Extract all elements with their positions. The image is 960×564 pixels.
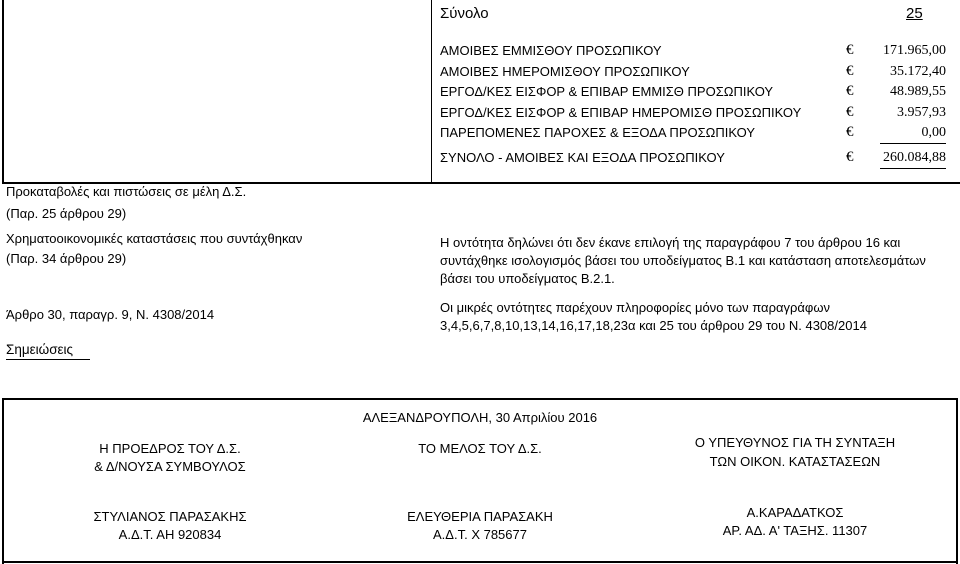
signer1-id: Α.Δ.Τ. ΑΗ 920834 xyxy=(118,527,222,542)
signer3-title-line1: Ο ΥΠΕΥΘΥΝΟΣ ΓΙΑ ΤΗ ΣΥΝΤΑΞΗ xyxy=(694,435,896,450)
notes-heading: Σημειώσεις xyxy=(6,342,74,357)
cost-row-label: ΠΑΡΕΠΟΜΕΝΕΣ ΠΑΡΟΧΕΣ & ΕΞΟΔΑ ΠΡΟΣΩΠΙΚΟΥ xyxy=(440,125,755,140)
euro-icon: € xyxy=(846,83,854,99)
subtotal-underline xyxy=(880,143,946,144)
euro-icon: € xyxy=(846,42,854,58)
cost-row-value: 35.172,40 xyxy=(890,63,946,79)
signer1-name: ΣΤΥΛΙΑΝΟΣ ΠΑΡΑΣΑΚΗΣ xyxy=(93,509,247,524)
par25-label: (Παρ. 25 άρθρου 29) xyxy=(6,206,127,221)
total-label: Σύνολο xyxy=(440,5,489,22)
euro-icon: € xyxy=(846,124,854,140)
euro-icon: € xyxy=(846,103,854,120)
notes-underline xyxy=(6,359,90,360)
cost-row-value: 260.084,88 xyxy=(883,149,946,165)
signer3-title-line2: ΤΩΝ ΟΙΚΟΝ. ΚΑΤΑΣΤΑΣΕΩΝ xyxy=(709,454,881,469)
vertical-divider xyxy=(431,0,432,183)
prokatavoles-label: Προκαταβολές και πιστώσεις σε μέλη Δ.Σ. xyxy=(6,184,247,199)
euro-icon: € xyxy=(846,148,854,165)
cost-row-label: ΕΡΓΟΔ/ΚΕΣ ΕΙΣΦΟΡ & ΕΠΙΒΑΡ ΕΜΜΙΣΘ ΠΡΟΣΩΠΙΚΟΥ xyxy=(440,84,774,99)
signature-box-bottom xyxy=(2,561,958,563)
signature-box-top xyxy=(2,398,958,400)
signer2-id: Α.Δ.Τ. Χ 785677 xyxy=(433,527,527,542)
total-value: 25 xyxy=(906,5,923,22)
cost-row-value: 48.989,55 xyxy=(890,84,946,99)
signer1-title-line2: & Δ/ΝΟΥΣΑ ΣΥΜΒΟΥΛΟΣ xyxy=(94,459,246,474)
signer1-title-line1: Η ΠΡΟΕΔΡΟΣ ΤΟΥ Δ.Σ. xyxy=(99,441,241,456)
article30-label: Άρθρο 30, παραγρ. 9, Ν. 4308/2014 xyxy=(6,307,215,322)
signer3-name: Α.ΚΑΡΑΔΑΤΚΟΣ xyxy=(746,505,844,520)
outer-left-border xyxy=(2,0,4,183)
financial-statements-label: Χρηματοοικονομικές καταστάσεις που συντάχθηκαν xyxy=(6,231,303,246)
euro-icon: € xyxy=(846,62,854,79)
signature-box-right xyxy=(956,398,958,564)
total-underline xyxy=(880,168,946,169)
statement-text: Η οντότητα δηλώνει ότι δεν έκανε επιλογή της παραγράφου 7 του άρθρου 16 και συντάχθηκε ισολογισμός βάσει του υποδείγματος Β.1 και κατάσταση αποτελεσμάτων βάσει του υποδείγματος Β.2.1. xyxy=(440,235,926,286)
cost-row-value: 0,00 xyxy=(921,125,946,140)
cost-row-label: ΕΡΓΟΔ/ΚΕΣ ΕΙΣΦΟΡ & ΕΠΙΒΑΡ ΗΜΕΡΟΜΙΣΘ ΠΡΟΣΩΠΙΚΟΥ xyxy=(440,104,802,120)
small-entities-line2: 3,4,5,6,7,8,10,13,14,16,17,18,23α και 25 του άρθρου 29 του Ν. 4308/2014 xyxy=(440,318,867,333)
cost-row-value: 3.957,93 xyxy=(897,104,946,120)
signer2-name: ΕΛΕΥΘΕΡΙΑ ΠΑΡΑΣΑΚΗ xyxy=(407,509,553,524)
cost-row-value: 171.965,00 xyxy=(883,43,946,58)
cost-row-label: ΑΜΟΙΒΕΣ ΕΜΜΙΣΘΟΥ ΠΡΟΣΩΠΙΚΟΥ xyxy=(440,43,662,58)
cost-row-label: ΑΜΟΙΒΕΣ ΗΜΕΡΟΜΙΣΘΟΥ ΠΡΟΣΩΠΙΚΟΥ xyxy=(440,63,690,79)
place-date: ΑΛΕΞΑΝΔΡΟΥΠΟΛΗ, 30 Απριλίου 2016 xyxy=(362,410,598,425)
signer3-id: ΑΡ. ΑΔ. Α' ΤΑΞΗΣ. 11307 xyxy=(722,523,868,538)
par34-label: (Παρ. 34 άρθρου 29) xyxy=(6,251,127,266)
signer2-title: ΤΟ ΜΕΛΟΣ ΤΟΥ Δ.Σ. xyxy=(418,441,542,456)
small-entities-line1: Οι μικρές οντότητες παρέχουν πληροφορίες μόνο των παραγράφων xyxy=(440,300,830,315)
cost-row-label: ΣΥΝΟΛΟ - ΑΜΟΙΒΕΣ ΚΑΙ ΕΞΟΔΑ ΠΡΟΣΩΠΙΚΟΥ xyxy=(440,149,725,165)
signature-box-left xyxy=(2,398,4,564)
